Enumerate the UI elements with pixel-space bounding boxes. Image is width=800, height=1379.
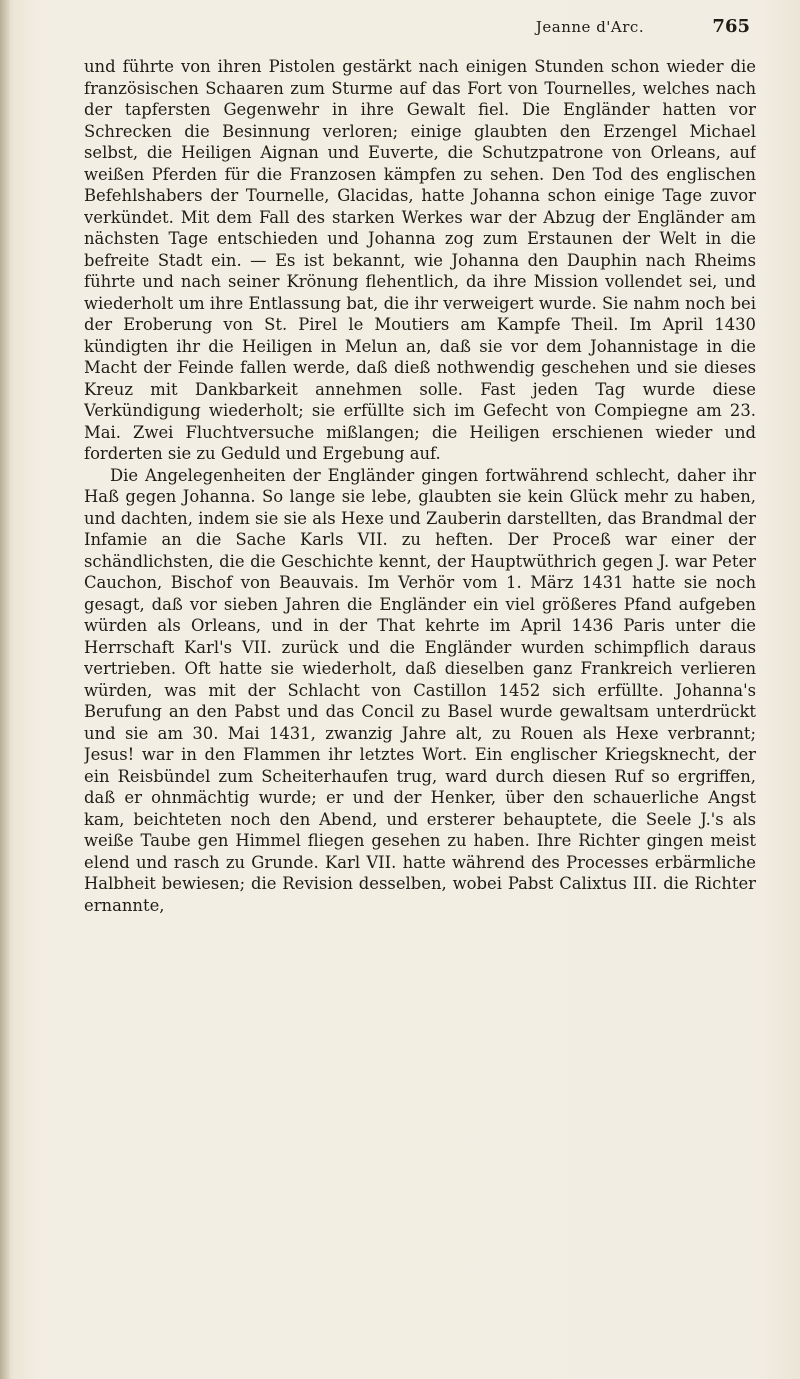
paragraph-1: und führte von ihren Pistolen gestärkt nach einigen Stunden schon wieder die französischen Schaaren zum Sturme auf das Fort von Tournelles, welches nach der tapfersten Gegenwehr in ihre Gewalt fiel. Die Engländer hatten vor Schrecken die Besinnung verloren; einige glaubten den Erzengel Michael selbst, die Heiligen Aignan und Euverte, die Schutzpatrone von Orleans, auf weißen Pferden für die Franzosen kämpfen zu sehen. Den Tod des englischen Befehlshabers der Tournelle, Glacidas, hatte Johanna schon einige Tage zuvor verkündet. Mit dem Fall des starken Werkes war der Abzug der Engländer am nächsten Tage entschieden und Johanna zog zum Erstaunen der Welt in die befreite Stadt ein. — Es ist bekannt, wie Johanna den Dauphin nach Rheims führte und nach seiner Krönung flehentlich, da ihre Mission vollendet sei, und wiederholt um ihre Entlassung bat, die ihr verweigert wurde. Sie nahm noch bei der Eroberung von St. Pirel le Moutiers am Kampfe Theil. Im April 1430 kündigten ihr die Heiligen in Melun an, daß sie vor dem Johannistage in die Macht der Feinde fallen werde, daß dieß nothwendig geschehen und sie dieses Kreuz mit Dankbarkeit annehmen solle. Fast jeden Tag wurde diese Verkündigung wiederholt; sie erfüllte sich im Gefecht von Compiegne am 23. Mai. Zwei Fluchtversuche mißlangen; die Heiligen erschienen wieder und forderten sie zu Geduld und Ergebung auf. (84, 57, 756, 463)
body-text (84, 56, 756, 1366)
paragraph-2: Die Angelegenheiten der Engländer gingen fortwährend schlecht, daher ihr Haß gegen Johanna. So lange sie lebe, glaubten sie kein Glück mehr zu haben, und dachten, indem sie sie als Hexe und Zauberin darstellten, das Brandmal der Infamie an die Sache Karls VII. zu heften. Der Proceß war einer der schändlichsten, die die Geschichte kennt, der Hauptwüthrich gegen J. war Peter Cauchon, Bischof von Beauvais. Im Verhör vom 1. März 1431 hatte sie noch gesagt, daß vor sieben Jahren die Engländer ein viel größeres Pfand aufgeben würden als Orleans, und in der That kehrte im April 1436 Paris unter die Herrschaft Karl's VII. zurück und die Engländer wurden schimpflich daraus vertrieben. Oft hatte sie wiederholt, daß dieselben ganz Frankreich verlieren würden, was mit der Schlacht von Castillon 1452 sich erfüllte. Johanna's Berufung an den Pabst und das Concil zu Basel wurde gewaltsam unterdrückt und sie am 30. Mai 1431, zwanzig Jahre alt, zu Rouen als Hexe verbrannt; Jesus! war in den Flammen ihr letztes Wort. Ein englischer Kriegsknecht, der ein Reisbündel zum Scheiterhaufen trug, ward durch diesen Ruf so ergriffen, daß er ohnmächtig wurde; er und der Henker, über den schauerliche Angst kam, beichteten noch den Abend, und ersterer behauptete, die Seele J.'s als weiße Taube gen Himmel fliegen gesehen zu haben. Ihre Richter gingen meist elend und rasch zu Grunde. Karl VII. hatte während des Processes erbärmliche Halbheit bewiesen; die Revision desselben, wobei Pabst Calixtus III. die Richter ernannte, (84, 465, 756, 915)
page-number: 765 (712, 16, 750, 37)
running-head: Jeanne d'Arc. (535, 18, 645, 36)
page-spine-shadow (0, 0, 10, 1379)
